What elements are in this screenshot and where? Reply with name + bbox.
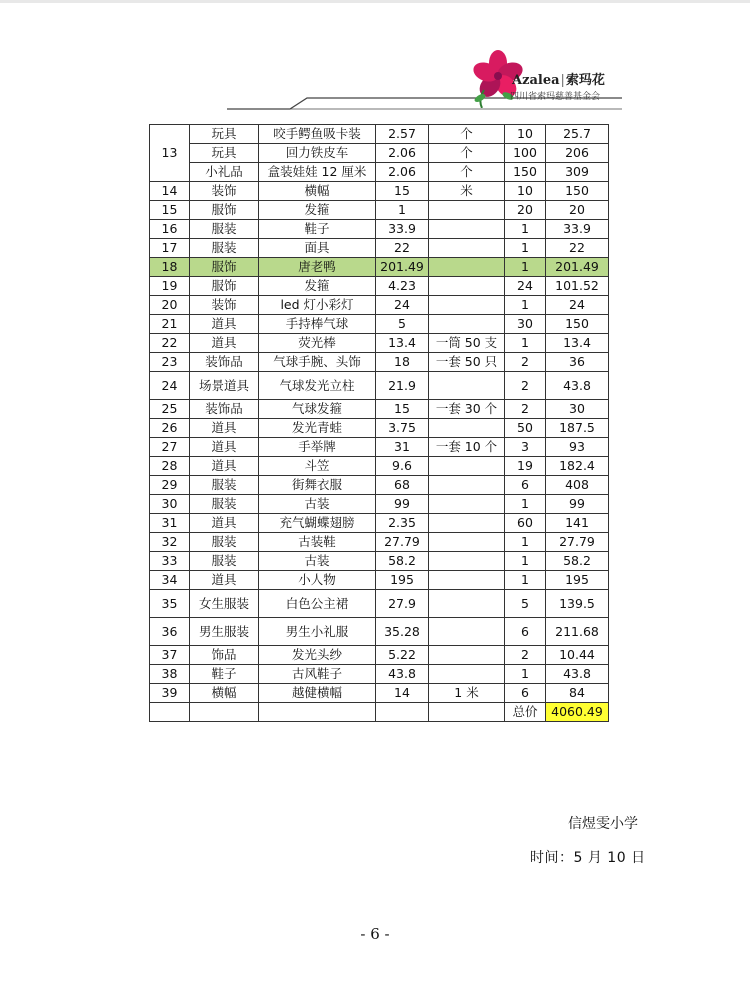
amount-cell: 43.8	[546, 372, 609, 400]
table-row	[150, 514, 609, 533]
quantity-cell: 6	[505, 476, 546, 495]
table-row	[150, 552, 609, 571]
item-number-cell: 31	[150, 514, 190, 533]
unit-price-cell: 33.9	[376, 220, 429, 239]
category-cell: 装饰	[190, 296, 259, 315]
item-name-cell: 唐老鸭	[259, 258, 376, 277]
quantity-cell: 10	[505, 125, 546, 144]
unit-price-cell: 1	[376, 201, 429, 220]
item-name-cell: 面具	[259, 239, 376, 258]
unit-cell	[429, 646, 505, 665]
amount-cell: 36	[546, 353, 609, 372]
quantity-cell: 1	[505, 552, 546, 571]
unit-cell: 个	[429, 144, 505, 163]
category-cell: 道具	[190, 419, 259, 438]
item-number-cell: 18	[150, 258, 190, 277]
quantity-cell: 100	[505, 144, 546, 163]
header-divider-line	[0, 0, 750, 120]
category-cell: 装饰品	[190, 353, 259, 372]
unit-cell	[429, 315, 505, 334]
table-row	[150, 182, 609, 201]
amount-cell: 99	[546, 495, 609, 514]
table-row	[150, 353, 609, 372]
quantity-cell: 24	[505, 277, 546, 296]
table-row	[150, 334, 609, 353]
amount-cell: 309	[546, 163, 609, 182]
unit-price-cell: 3.75	[376, 419, 429, 438]
unit-price-cell: 5	[376, 315, 429, 334]
table-row	[150, 239, 609, 258]
item-number-cell: 26	[150, 419, 190, 438]
table-row	[150, 125, 609, 144]
unit-cell	[429, 476, 505, 495]
category-cell: 装饰品	[190, 400, 259, 419]
item-name-cell: 男生小礼服	[259, 618, 376, 646]
item-number-cell: 30	[150, 495, 190, 514]
item-name-cell: 手举牌	[259, 438, 376, 457]
amount-cell: 187.5	[546, 419, 609, 438]
item-number-cell: 29	[150, 476, 190, 495]
logo-english-name: Azalea	[512, 73, 560, 88]
empty-cell	[429, 703, 505, 722]
category-cell: 鞋子	[190, 665, 259, 684]
unit-price-cell: 21.9	[376, 372, 429, 400]
unit-price-cell: 22	[376, 239, 429, 258]
item-name-cell: 斗笠	[259, 457, 376, 476]
item-number-cell: 28	[150, 457, 190, 476]
table-row	[150, 457, 609, 476]
page-number: - 6 -	[360, 925, 390, 943]
amount-cell: 13.4	[546, 334, 609, 353]
unit-price-cell: 195	[376, 571, 429, 590]
amount-cell: 84	[546, 684, 609, 703]
unit-price-cell: 24	[376, 296, 429, 315]
item-name-cell: 发箍	[259, 277, 376, 296]
amount-cell: 150	[546, 315, 609, 334]
item-name-cell: 盒装娃娃 12 厘米	[259, 163, 376, 182]
amount-cell: 206	[546, 144, 609, 163]
quantity-cell: 1	[505, 258, 546, 277]
category-cell: 服装	[190, 533, 259, 552]
amount-cell: 408	[546, 476, 609, 495]
table-row	[150, 296, 609, 315]
amount-cell: 43.8	[546, 665, 609, 684]
category-cell: 道具	[190, 334, 259, 353]
table-row	[150, 476, 609, 495]
amount-cell: 25.7	[546, 125, 609, 144]
item-name-cell: 越健横幅	[259, 684, 376, 703]
quantity-cell: 19	[505, 457, 546, 476]
unit-price-cell: 31	[376, 438, 429, 457]
quantity-cell: 3	[505, 438, 546, 457]
unit-cell	[429, 533, 505, 552]
table-row	[150, 684, 609, 703]
amount-cell: 150	[546, 182, 609, 201]
unit-price-cell: 18	[376, 353, 429, 372]
unit-price-cell: 27.79	[376, 533, 429, 552]
quantity-cell: 1	[505, 495, 546, 514]
amount-cell: 20	[546, 201, 609, 220]
item-name-cell: 手持棒气球	[259, 315, 376, 334]
total-row	[150, 703, 609, 722]
quantity-cell: 10	[505, 182, 546, 201]
unit-price-cell: 13.4	[376, 334, 429, 353]
category-cell: 道具	[190, 571, 259, 590]
item-number-cell: 24	[150, 372, 190, 400]
empty-cell	[259, 703, 376, 722]
category-cell: 玩具	[190, 144, 259, 163]
quantity-cell: 2	[505, 353, 546, 372]
category-cell: 玩具	[190, 125, 259, 144]
unit-price-cell: 58.2	[376, 552, 429, 571]
amount-cell: 139.5	[546, 590, 609, 618]
item-name-cell: 回力铁皮车	[259, 144, 376, 163]
unit-cell	[429, 239, 505, 258]
item-number-cell: 33	[150, 552, 190, 571]
category-cell: 道具	[190, 457, 259, 476]
unit-cell	[429, 571, 505, 590]
amount-cell: 101.52	[546, 277, 609, 296]
quantity-cell: 1	[505, 220, 546, 239]
total-label: 总价	[505, 703, 546, 722]
item-number-cell: 19	[150, 277, 190, 296]
item-name-cell: 荧光棒	[259, 334, 376, 353]
quantity-cell: 1	[505, 239, 546, 258]
table-row	[150, 144, 609, 163]
unit-price-cell: 2.06	[376, 163, 429, 182]
unit-cell	[429, 296, 505, 315]
unit-price-cell: 35.28	[376, 618, 429, 646]
empty-cell	[150, 703, 190, 722]
table-row	[150, 495, 609, 514]
unit-price-cell: 68	[376, 476, 429, 495]
amount-cell: 27.79	[546, 533, 609, 552]
unit-cell	[429, 220, 505, 239]
quantity-cell: 1	[505, 571, 546, 590]
quantity-cell: 20	[505, 201, 546, 220]
quantity-cell: 1	[505, 665, 546, 684]
category-cell: 服装	[190, 476, 259, 495]
item-name-cell: 鞋子	[259, 220, 376, 239]
unit-cell: 个	[429, 163, 505, 182]
unit-cell	[429, 372, 505, 400]
amount-cell: 10.44	[546, 646, 609, 665]
unit-cell	[429, 457, 505, 476]
item-name-cell: 横幅	[259, 182, 376, 201]
unit-cell: 米	[429, 182, 505, 201]
unit-cell: 一筒 50 支	[429, 334, 505, 353]
table-row	[150, 533, 609, 552]
item-number-cell: 36	[150, 618, 190, 646]
item-name-cell: 古风鞋子	[259, 665, 376, 684]
table-row	[150, 400, 609, 419]
category-cell: 横幅	[190, 684, 259, 703]
unit-cell	[429, 552, 505, 571]
unit-cell	[429, 514, 505, 533]
item-number-cell: 39	[150, 684, 190, 703]
empty-cell	[376, 703, 429, 722]
unit-cell: 一套 10 个	[429, 438, 505, 457]
category-cell: 男生服装	[190, 618, 259, 646]
category-cell: 小礼品	[190, 163, 259, 182]
item-name-cell: 充气蝴蝶翅膀	[259, 514, 376, 533]
item-number-cell: 14	[150, 182, 190, 201]
item-name-cell: 古装鞋	[259, 533, 376, 552]
foundation-name: 四川省索玛慈善基金会	[510, 92, 601, 102]
quantity-cell: 2	[505, 400, 546, 419]
amount-cell: 58.2	[546, 552, 609, 571]
item-name-cell: 小人物	[259, 571, 376, 590]
unit-cell: 一套 30 个	[429, 400, 505, 419]
amount-cell: 182.4	[546, 457, 609, 476]
item-number-cell: 23	[150, 353, 190, 372]
unit-cell	[429, 618, 505, 646]
item-name-cell: led 灯小彩灯	[259, 296, 376, 315]
unit-price-cell: 4.23	[376, 277, 429, 296]
item-number-cell: 25	[150, 400, 190, 419]
unit-price-cell: 201.49	[376, 258, 429, 277]
item-number-cell: 20	[150, 296, 190, 315]
category-cell: 服饰	[190, 277, 259, 296]
item-number-cell: 35	[150, 590, 190, 618]
amount-cell: 93	[546, 438, 609, 457]
item-number-cell: 17	[150, 239, 190, 258]
item-number-cell: 22	[150, 334, 190, 353]
quantity-cell: 30	[505, 315, 546, 334]
item-name-cell: 气球手腕、头饰	[259, 353, 376, 372]
category-cell: 装饰	[190, 182, 259, 201]
category-cell: 饰品	[190, 646, 259, 665]
unit-price-cell: 2.35	[376, 514, 429, 533]
logo-wordmark: Azalea|索玛花	[512, 73, 605, 88]
unit-cell	[429, 419, 505, 438]
quantity-cell: 1	[505, 296, 546, 315]
unit-cell	[429, 201, 505, 220]
item-number-cell: 27	[150, 438, 190, 457]
item-number-cell: 37	[150, 646, 190, 665]
unit-cell: 一套 50 只	[429, 353, 505, 372]
item-number-cell: 21	[150, 315, 190, 334]
total-value: 4060.49	[546, 703, 609, 722]
table-row	[150, 419, 609, 438]
amount-cell: 141	[546, 514, 609, 533]
table-row	[150, 220, 609, 239]
unit-cell	[429, 258, 505, 277]
table-row	[150, 665, 609, 684]
item-number-cell: 15	[150, 201, 190, 220]
logo-chinese-name: 索玛花	[565, 73, 605, 88]
amount-cell: 195	[546, 571, 609, 590]
unit-cell: 1 米	[429, 684, 505, 703]
amount-cell: 22	[546, 239, 609, 258]
unit-price-cell: 14	[376, 684, 429, 703]
table-row	[150, 590, 609, 618]
unit-price-cell: 2.57	[376, 125, 429, 144]
amount-cell: 24	[546, 296, 609, 315]
category-cell: 服饰	[190, 258, 259, 277]
category-cell: 场景道具	[190, 372, 259, 400]
table-row	[150, 646, 609, 665]
item-number-cell: 13	[150, 125, 190, 182]
amount-cell: 201.49	[546, 258, 609, 277]
item-name-cell: 白色公主裙	[259, 590, 376, 618]
table-row	[150, 618, 609, 646]
quantity-cell: 1	[505, 334, 546, 353]
category-cell: 女生服装	[190, 590, 259, 618]
school-signature: 信煜雯小学	[568, 816, 638, 832]
empty-cell	[190, 703, 259, 722]
item-name-cell: 古装	[259, 495, 376, 514]
unit-price-cell: 43.8	[376, 665, 429, 684]
quantity-cell: 6	[505, 618, 546, 646]
quantity-cell: 150	[505, 163, 546, 182]
table-row	[150, 277, 609, 296]
table-row	[150, 201, 609, 220]
table-row	[150, 571, 609, 590]
item-name-cell: 气球发光立柱	[259, 372, 376, 400]
category-cell: 道具	[190, 514, 259, 533]
unit-cell	[429, 495, 505, 514]
quantity-cell: 50	[505, 419, 546, 438]
unit-price-cell: 99	[376, 495, 429, 514]
quantity-cell: 5	[505, 590, 546, 618]
item-number-cell: 34	[150, 571, 190, 590]
unit-price-cell: 27.9	[376, 590, 429, 618]
amount-cell: 33.9	[546, 220, 609, 239]
item-name-cell: 气球发箍	[259, 400, 376, 419]
category-cell: 服装	[190, 239, 259, 258]
table-row	[150, 438, 609, 457]
item-name-cell: 发光头纱	[259, 646, 376, 665]
item-name-cell: 街舞衣服	[259, 476, 376, 495]
category-cell: 道具	[190, 315, 259, 334]
quantity-cell: 2	[505, 646, 546, 665]
table-row	[150, 163, 609, 182]
category-cell: 服饰	[190, 201, 259, 220]
unit-price-cell: 2.06	[376, 144, 429, 163]
unit-cell	[429, 277, 505, 296]
unit-cell: 个	[429, 125, 505, 144]
amount-cell: 30	[546, 400, 609, 419]
category-cell: 服装	[190, 495, 259, 514]
amount-cell: 211.68	[546, 618, 609, 646]
category-cell: 服装	[190, 552, 259, 571]
document-date: 时间：5 月 10 日	[530, 850, 646, 866]
table-row	[150, 315, 609, 334]
unit-price-cell: 5.22	[376, 646, 429, 665]
unit-cell	[429, 590, 505, 618]
category-cell: 道具	[190, 438, 259, 457]
unit-price-cell: 9.6	[376, 457, 429, 476]
item-number-cell: 32	[150, 533, 190, 552]
quantity-cell: 60	[505, 514, 546, 533]
unit-price-cell: 15	[376, 400, 429, 419]
item-name-cell: 发箍	[259, 201, 376, 220]
item-name-cell: 咬手鳄鱼吸卡装	[259, 125, 376, 144]
table-row	[150, 258, 609, 277]
table-row	[150, 372, 609, 400]
quantity-cell: 1	[505, 533, 546, 552]
item-number-cell: 38	[150, 665, 190, 684]
item-number-cell: 16	[150, 220, 190, 239]
item-name-cell: 古装	[259, 552, 376, 571]
quantity-cell: 2	[505, 372, 546, 400]
category-cell: 服装	[190, 220, 259, 239]
unit-price-cell: 15	[376, 182, 429, 201]
quantity-cell: 6	[505, 684, 546, 703]
unit-cell	[429, 665, 505, 684]
item-name-cell: 发光青蛙	[259, 419, 376, 438]
purchase-items-table	[149, 124, 609, 722]
